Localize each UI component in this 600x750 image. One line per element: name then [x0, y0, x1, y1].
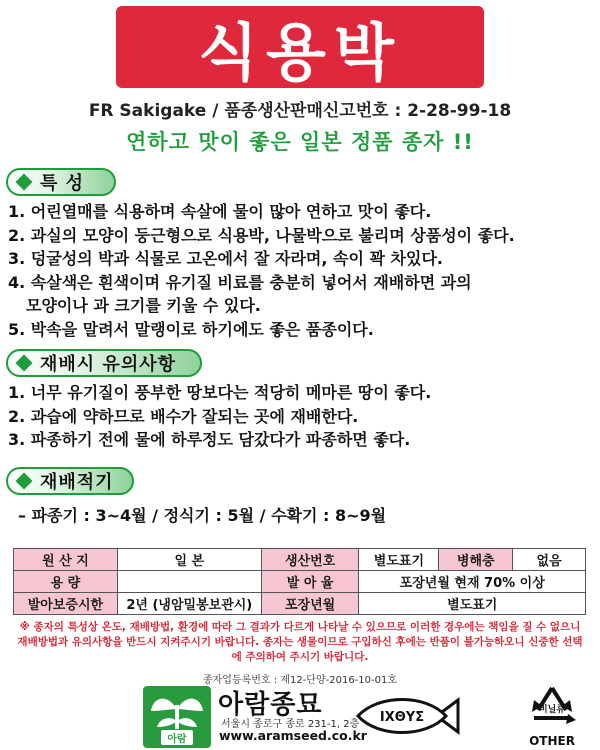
table-row	[14, 571, 586, 593]
recycle-material: 비닐류	[538, 705, 566, 715]
product-title: 식용박	[198, 15, 402, 89]
list-item: 2. 과습에 약하므로 배수가 잘되는 곳에 재배한다.	[8, 406, 359, 426]
list-item: 1. 어린열매를 식용하며 속살에 물이 많아 연하고 맛이 좋다.	[8, 202, 432, 221]
list-item: 5. 박속을 말려서 말랭이로 하기에도 좋은 품종이다.	[8, 319, 374, 339]
guarantee-value: 2년 (냉암밀봉보관시)	[117, 593, 261, 615]
cultivation-schedule: – 파종기 : 3~4월 / 정식기 : 5월 / 수확기 : 8~9월	[18, 506, 387, 525]
cautions-list	[8, 381, 594, 452]
guarantee-label: 발아보증시한	[14, 593, 118, 615]
features-list	[8, 200, 594, 341]
seed-info-table	[13, 548, 586, 615]
company-name: 아람종묘	[218, 690, 323, 720]
warning-notice: ※ 종자의 특성상 온도, 재배방법, 환경에 따라 그 결과가 다르게 나타날 수 있으므로 이러한 경우에는 책임을 질 수 없으니 재배방법과 유의사항을 반드시 지켜주시기 바랍니다. 종자는 생물이므로 구입하신 후에는 반품이 불가능하오니 신중한 선택에 주의하여 주시기 바랍니다.	[17, 621, 583, 663]
ichthys-text: ΙΧΘΥΣ	[379, 710, 425, 725]
capacity-value	[117, 571, 261, 593]
germination-label: 발 아 율	[261, 571, 359, 593]
germination-value: 포장년월 현재 70% 이상	[359, 571, 586, 593]
company-website: www.aramseed.co.kr	[219, 728, 367, 743]
list-item: 2. 과실의 모양이 둥근형으로 식용박, 나물박으로 불리며 상품성이 좋다.	[8, 225, 515, 245]
section-heading-label: 특 성	[40, 173, 85, 194]
table-row	[14, 549, 586, 571]
variety-subtitle: FR Sakigake / 품종생산판매신고번호 : 2-28-99-18	[88, 101, 512, 121]
package-date-label: 포장년월	[261, 593, 359, 615]
tagline: 연하고 맛이 좋은 일본 정품 종자 !!	[126, 130, 474, 154]
recycle-mark	[516, 684, 588, 748]
title-banner	[116, 6, 484, 88]
sprout-logo-icon	[147, 689, 207, 731]
section-heading-label: 재배적기	[40, 472, 114, 493]
package-date-value: 별도표기	[359, 593, 586, 615]
section-heading-season	[6, 467, 134, 495]
company-logo	[143, 686, 211, 748]
logo-caption: 아람	[161, 730, 192, 745]
table-row	[14, 593, 586, 615]
ichthys-fish-icon	[354, 696, 462, 736]
list-item: 1. 너무 유기질이 풍부한 땅보다는 적당히 메마른 땅이 좋다.	[8, 383, 432, 402]
disease-value: 없음	[513, 549, 586, 571]
section-heading-cautions	[6, 349, 202, 377]
list-item: 3. 파종하기 전에 물에 하루정도 담갔다가 파종하면 좋다.	[8, 430, 411, 449]
production-no-value: 별도표기	[359, 549, 439, 571]
recycle-label: OTHER	[529, 734, 575, 748]
origin-value: 일 본	[117, 549, 261, 571]
production-no-label: 생산번호	[261, 549, 359, 571]
capacity-label: 용 량	[14, 571, 118, 593]
diamond-bullet-icon	[16, 174, 33, 191]
company-address: 서울시 종로구 종로 231-1, 2층	[221, 719, 360, 730]
disease-label: 병해충	[439, 549, 513, 571]
list-item: 4. 속살색은 흰색이며 유기질 비료를 충분히 넣어서 재배하면 과의	[8, 272, 472, 292]
list-item: 3. 덩굴성의 박과 식물로 고온에서 잘 자라며, 속이 꽉 차있다.	[8, 249, 443, 268]
section-heading-features	[6, 168, 116, 196]
diamond-bullet-icon	[16, 355, 33, 372]
registration-number: 종자업등록번호 : 제12-단양-2016-10-01호	[202, 675, 398, 686]
section-heading-label: 재배시 유의사항	[40, 354, 176, 375]
origin-label: 원 산 지	[14, 549, 118, 571]
diamond-bullet-icon	[16, 473, 33, 490]
list-item: 모양이나 과 크기를 키울 수 있다.	[26, 296, 261, 315]
